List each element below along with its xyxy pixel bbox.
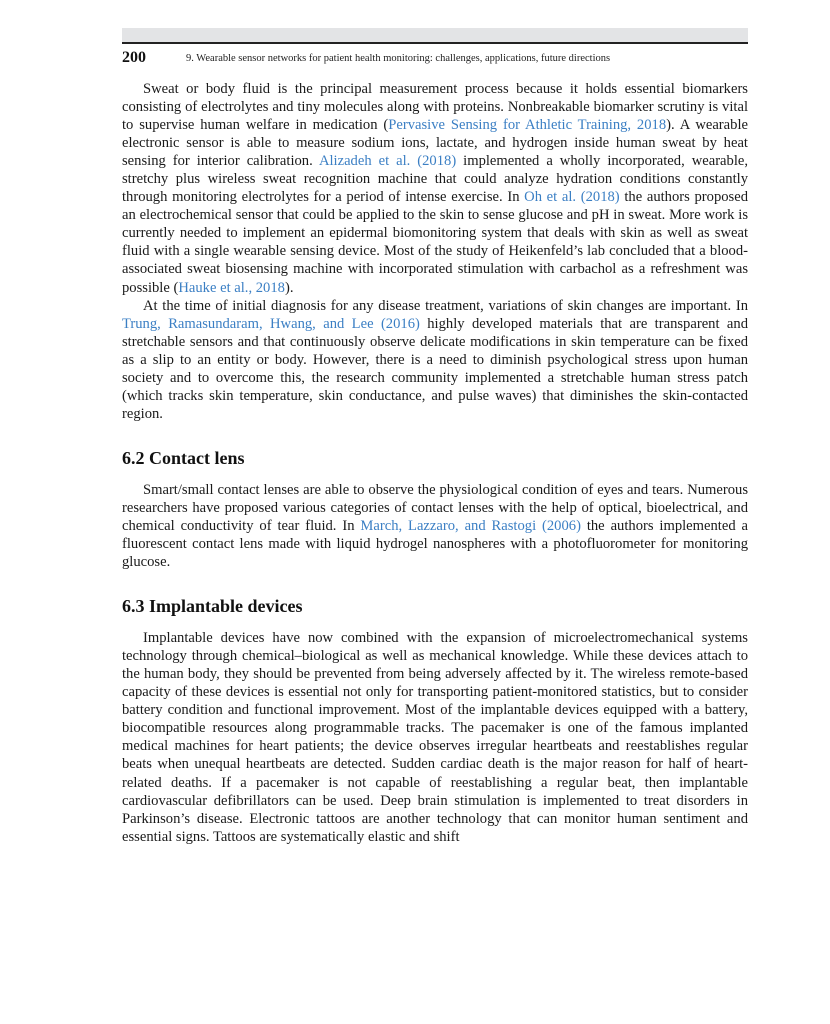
citation-link[interactable]: Trung, Ramasundaram, Hwang, and Lee (2016): [122, 315, 420, 332]
text: Implantable devices have now combined with the expansion of microelectromechanical systems technology through chemical–biological as well as mechanical knowledge. While these devices attach to the human body, they should be prevented from being adversely affected by it. The wireless remote-based capacity of these devices is essential not only for transporting patient-monitored statistics, but to consider battery condition and functional improvement. Most of the implantable devices equipped with a battery, biocompatible resources along programmable tracks. The pacemaker is one of the famous implanted medical machines for heart patients; the device observes irregular heartbeats and reestablishes regular beats when unequal heartbeats are detected. Sudden cardiac death is the major reason for half of heart-related deaths. If a pacemaker is not capable of reestablishing a regular beat, then implantable cardiovascular defibrillators can be used. Deep brain stimulation is implemented to treat disorders in Parkinson’s disease. Electronic tattoos are another technology that can monitor human sentiment and essential signs. Tattoos are systematically elastic and shift: [122, 630, 748, 845]
text: highly developed materials that are transparent and stretchable sensors and that continuously observe delicate modifications in skin temperature can be fixed as a slip to an entity or body. However, there is a need to diminish psychological stress upon human society and to overcome this, the research community implemented a stretchable human stress patch (which tracks skin temperature, skin conductance, and pulse waves) that diminishes the skin-contacted region.: [122, 315, 748, 422]
citation-link[interactable]: Hauke et al., 2018: [178, 279, 285, 296]
citation-link[interactable]: Oh et al. (2018): [524, 189, 620, 206]
text: ). A wearable electronic sensor is able to measure sodium ions, lactate, and hydrogen inside human sweat by heat sensing for interior calibration.: [122, 117, 748, 170]
text: the authors proposed an electrochemical sensor that could be applied to the skin to sense glucose and pH in sweat. More work is currently needed to implement an epidermal biomonitoring system that deals with skin as well as sweat fluid with a single wearable sensing device. Most of the study of Heikenfeld’s lab concluded that a blood-associated sweat biosensing machine with incorporated stimulation with carbachol as a refreshment was possible (: [122, 189, 748, 296]
section-heading-implantable-devices: 6.3 Implantable devices: [122, 596, 303, 617]
header-rule: [122, 42, 748, 44]
paragraph-sweat: [122, 80, 748, 297]
citation-link[interactable]: March, Lazzaro, and Rastogi (2006): [360, 517, 581, 534]
paragraph-contact-lens: [122, 481, 748, 571]
page-number: 200: [122, 49, 146, 66]
text: ).: [284, 279, 294, 296]
paragraph-skin: [122, 297, 748, 423]
header-band: [122, 28, 748, 42]
running-head: 9. Wearable sensor networks for patient health monitoring: challenges, applications, future directions: [186, 53, 611, 64]
text: Smart/small contact lenses are able to observe the physiological condition of eyes and tears. Numerous researchers have proposed various categories of contact lenses with the help of optical, bioelectrical, and chemical conductivity of tear fluid. In: [122, 481, 748, 534]
citation-link[interactable]: Pervasive Sensing for Athletic Training, 2018: [388, 117, 667, 134]
text: the authors implemented a fluorescent contact lens made with liquid hydrogel nanospheres with a photofluorometer for monitoring glucose.: [122, 517, 748, 571]
citation-link[interactable]: Alizadeh et al. (2018): [318, 153, 457, 170]
paragraph-implantable-devices: [122, 629, 748, 846]
text: Sweat or body fluid is the principal measurement process because it holds essential biomarkers consisting of electrolytes and tiny molecules along with proteins. Nonbreakable biomarker scrutiny is vital to supervise human welfare in medication (: [122, 81, 748, 134]
text: implemented a wholly incorporated, wearable, stretchy plus wireless sweat recognition machine that could analyze hydration conditions constantly through monitoring electrolytes for a period of intense exercise. In: [122, 153, 749, 206]
article-body: [122, 80, 748, 846]
section-heading-contact-lens: 6.2 Contact lens: [122, 447, 245, 468]
text: At the time of initial diagnosis for any disease treatment, variations of skin changes are important. In: [143, 297, 748, 314]
